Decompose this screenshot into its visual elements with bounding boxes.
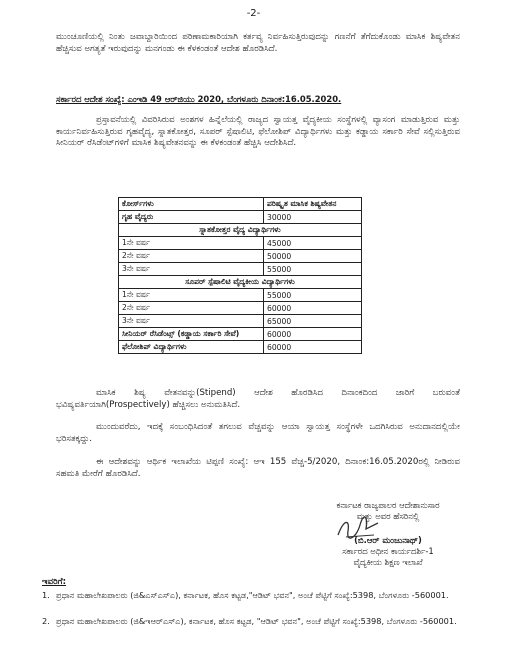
- header-stipend: ಪರಿಷ್ಕೃತ ಮಾಸಿಕ ಶಿಷ್ಯವೇತನ: [264, 198, 362, 211]
- list-item: [42, 590, 462, 601]
- signatory-details: [288, 535, 488, 568]
- table-row: [119, 250, 362, 263]
- senior-resident-label: ಸೀನಿಯರ್ ರೆಸಿಡೆಂಟ್ಸ್ (ಕಡ್ಡಾಯ ಸರ್ಕಾರಿ ಸೇವೆ): [119, 328, 264, 341]
- table-row: [119, 237, 362, 250]
- pg-section-heading: ಸ್ನಾತಕೋತ್ತರ ವೈದ್ಯ ವಿದ್ಯಾರ್ಥಿಗಳು: [119, 224, 362, 237]
- table-row: [119, 328, 362, 341]
- table-row: [119, 263, 362, 276]
- table-row: [119, 302, 362, 315]
- stipend-table: [118, 197, 362, 354]
- stipend-paragraph: ಮಾಸಿಕ ಶಿಷ್ಯ ವೇತನವನ್ನು(Stipend) ಆದೇಶ ಹೊರಡಿಸಿದ ದಿನಾಂಕದಿಂದ ಜಾರಿಗೆ ಬರುವಂತೆ ಭವಿಷ್ಯವರ್ತಿಯಾಗಿ(Prospectively) ಹೆಚ್ಚಿಸಲು ಅನುಮತಿಸಿದೆ.: [56, 388, 460, 410]
- list-item: [42, 616, 462, 627]
- signature-authority: [288, 500, 488, 522]
- finance-paragraph: ಈ ಆದೇಶವನ್ನು ಆರ್ಥಿಕ ಇಲಾಖೆಯ ಟಿಪ್ಪಣಿ ಸಂಖ್ಯೆ: ಆಇ 155 ವೆಚ್ಚ-5/2020, ದಿನಾಂಕ:16.05.2020ರಲ್ಲಿ ನೀಡಿರುವ ಸಹಮತಿ ಮೇರೆಗೆ ಹೊರಡಿಸಿದೆ.: [56, 457, 460, 479]
- ss-amount-1: 55000: [264, 289, 362, 302]
- table-row: [119, 289, 362, 302]
- ss-amount-3: 65000: [264, 315, 362, 328]
- senior-resident-value: 60000: [264, 328, 362, 341]
- table-section-row: [119, 224, 362, 237]
- table-row: [119, 211, 362, 224]
- signature-line-1: ಕರ್ನಾಟಕ ರಾಜ್ಯಪಾಲರ ಆದೇಶಾನುಸಾರ: [336, 500, 440, 510]
- table-row: [119, 341, 362, 354]
- house-surgeon-label: ಗೃಹ ವೈದ್ಯರು: [119, 211, 264, 224]
- ss-section-heading: ಸೂಪರ್ ಸ್ಪೆಷಾಲಿಟಿ ವೈದ್ಯಕೀಯ ವಿದ್ಯಾರ್ಥಿಗಳು: [119, 276, 362, 289]
- signatory-designation: ಸರ್ಕಾರದ ಅಧೀನ ಕಾರ್ಯದರ್ಶಿ-1: [342, 546, 434, 556]
- ss-year-3: 3ನೇ ವರ್ಷ: [119, 315, 264, 328]
- pg-year-3: 3ನೇ ವರ್ಷ: [119, 263, 264, 276]
- table-row: [119, 315, 362, 328]
- order-heading: ಸರ್ಕಾರದ ಆದೇಶ ಸಂಖ್ಯೆ: ಎಂಇಡಿ 49 ಆರ್‌ಜಿಯು 2020, ಬೆಂಗಳೂರು ದಿನಾಂಕ:16.05.2020.: [56, 94, 342, 104]
- fellowship-label: ಫೆಲೋಶಿಪ್ ವಿದ್ಯಾರ್ಥಿಗಳು: [119, 341, 264, 354]
- ss-year-2: 2ನೇ ವರ್ಷ: [119, 302, 264, 315]
- ss-amount-2: 60000: [264, 302, 362, 315]
- signatory-name: (ಬಿ.ಆರ್ ಮಂಜುನಾಥ್): [354, 535, 422, 545]
- intro-paragraph: ಮುಂಚೂಣಿಯಲ್ಲಿ ನಿಂತು ಜವಾಬ್ದಾರಿಯಿಂದ ಪರಿಣಾಮಕಾರಿಯಾಗಿ ಕರ್ತವ್ಯ ನಿರ್ವಹಿಸುತ್ತಿರುವುದನ್ನು ಗಣನೆಗೆ ತೆಗೆದುಕೊಂಡು ಮಾಸಿಕ ಶಿಷ್ಯವೇತನ ಹೆಚ್ಚಿಸುವ ಅಗತ್ಯತೆ ಇರುವುದನ್ನು ಮನಗಂಡು ಈ ಕೆಳಕಂಡಂತೆ ಆದೇಶ ಹೊರಡಿಸಿದೆ.: [56, 32, 460, 54]
- page-number: -2-: [246, 8, 261, 19]
- copy-number: 1.: [42, 590, 50, 600]
- pg-year-1: 1ನೇ ವರ್ಷ: [119, 237, 264, 250]
- copy-recipient: ಪ್ರಧಾನ ಮಹಾಲೇಖಪಾಲರು (ಜಿ&ಇಆರ್‌ಎಸ್‌ಎ), ಕರ್ನಾಟಕ, ಹೊಸ ಕಟ್ಟಡ, "ಆಡಿಟ್ ಭವನ", ಅಂಚೆ ಪೆಟ್ಟಿಗೆ ಸಂಖ್ಯೆ:5398, ಬೆಂಗಳೂರು -560001.: [56, 616, 457, 626]
- order-paragraph: ಪ್ರಸ್ತಾವನೆಯಲ್ಲಿ ವಿವರಿಸಿರುವ ಅಂಶಗಳ ಹಿನ್ನೆಲೆಯಲ್ಲಿ ರಾಜ್ಯದ ಸ್ವಾಯತ್ತ ವೈದ್ಯಕೀಯ ಸಂಸ್ಥೆಗಳಲ್ಲಿ ವ್ಯಾಸಂಗ ಮಾಡುತ್ತಿರುವ ಮತ್ತು ಕಾರ್ಯನಿರ್ವಹಿಸುತ್ತಿರುವ ಗೃಹವೈದ್ಯ, ಸ್ನಾತಕೋತ್ತರ, ಸೂಪರ್ ಸ್ಪೆಷಾಲಿಟಿ, ಫೆಲೋಶಿಪ್ ವಿದ್ಯಾರ್ಥಿಗಳು ಮತ್ತು ಕಡ್ಡಾಯ ಸರ್ಕಾರಿ ಸೇವೆ ಸಲ್ಲಿಸುತ್ತಿರುವ ಸೀನಿಯರ್ ರೆಸಿಡೆಂಟ್‌ಗಳಿಗೆ ಮಾಸಿಕ ಶಿಷ್ಯವೇತನವನ್ನು ಈ ಕೆಳಕಂಡಂತೆ ಹೆಚ್ಚಿಸಿ ಆದೇಶಿಸಿದೆ.: [56, 115, 460, 148]
- house-surgeon-value: 30000: [264, 211, 362, 224]
- signatory-department: ವೈದ್ಯಕೀಯ ಶಿಕ್ಷಣ ಇಲಾಖೆ: [353, 557, 423, 567]
- pg-amount-2: 50000: [264, 250, 362, 263]
- pg-year-2: 2ನೇ ವರ್ಷ: [119, 250, 264, 263]
- table-header-row: [119, 198, 362, 211]
- signature-line-2: ಮತ್ತು ಅವರ ಹೆಸರಿನಲ್ಲಿ: [356, 511, 420, 521]
- header-course: ಕೋರ್ಸ್‌ಗಳು: [119, 198, 264, 211]
- pg-amount-3: 55000: [264, 263, 362, 276]
- copy-number: 2.: [42, 616, 50, 626]
- pg-amount-1: 45000: [264, 237, 362, 250]
- expense-paragraph: ಮುಂದುವರೆದು, ಇದಕ್ಕೆ ಸಂಬಂಧಿಸಿದಂತೆ ತಗಲುವ ವೆಚ್ಚವನ್ನು ಆಯಾ ಸ್ವಾಯತ್ತ ಸಂಸ್ಥೆಗಳೇ ಒದಗಿಸಿರುವ ಅನುದಾನದಲ್ಲಿಯೇ ಭರಿಸತಕ್ಕದ್ದು.: [56, 422, 460, 444]
- copy-recipient: ಪ್ರಧಾನ ಮಹಾಲೇಖಪಾಲರು (ಜಿ&ಎಸ್‌ಎಸ್‌ಎ), ಕರ್ನಾಟಕ, ಹೊಸ ಕಟ್ಟಡ,"ಆಡಿಟ್ ಭವನ", ಅಂಚೆ ಪೆಟ್ಟಿಗೆ ಸಂಖ್ಯೆ:5398, ಬೆಂಗಳೂರು -560001.: [56, 590, 449, 600]
- fellowship-value: 60000: [264, 341, 362, 354]
- ss-year-1: 1ನೇ ವರ್ಷ: [119, 289, 264, 302]
- table-section-row: [119, 276, 362, 289]
- copies-heading: ಇವರಿಗೆ:: [42, 577, 67, 587]
